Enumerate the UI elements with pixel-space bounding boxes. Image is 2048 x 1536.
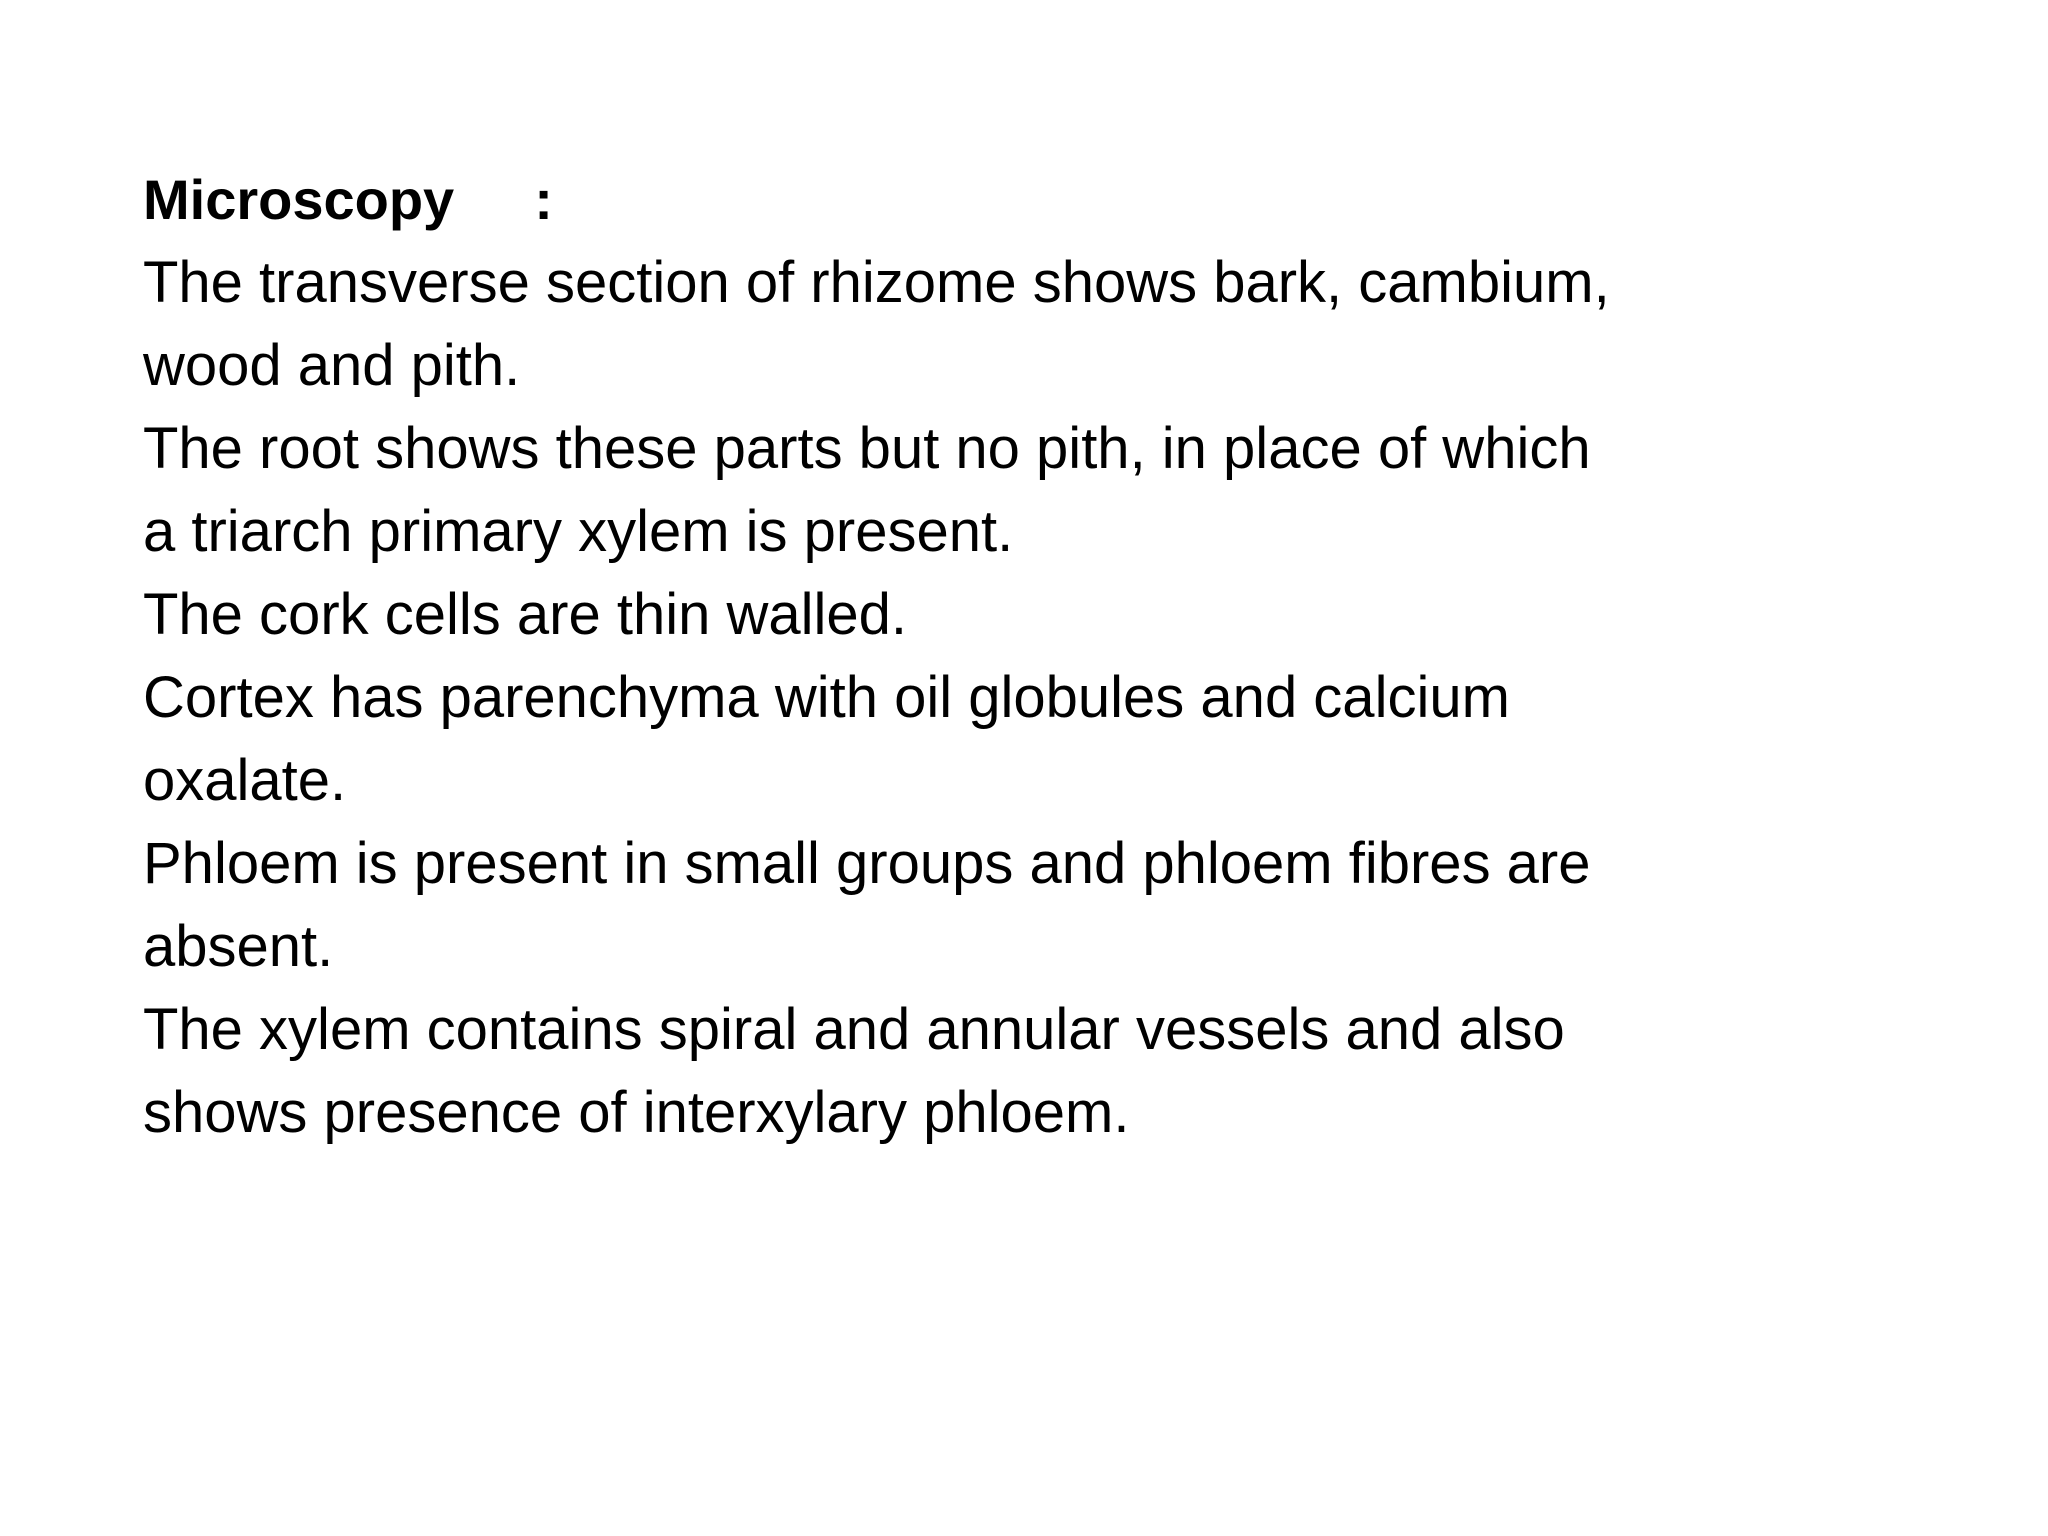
text-line: oxalate. bbox=[143, 748, 347, 813]
text-line: The xylem contains spiral and annular vessels and also bbox=[143, 997, 1565, 1062]
text-line: Cortex has parenchyma with oil globules and calcium bbox=[143, 665, 1510, 730]
text-line: The transverse section of rhizome shows bark, cambium, bbox=[143, 250, 1610, 315]
text-line: absent. bbox=[143, 914, 334, 979]
text-line: shows presence of interxylary phloem. bbox=[143, 1080, 1130, 1145]
slide-body bbox=[143, 158, 1763, 1154]
section-heading bbox=[143, 158, 1763, 241]
heading-title: Microscopy bbox=[143, 168, 455, 231]
text-line: Phloem is present in small groups and phloem fibres are bbox=[143, 831, 1591, 896]
heading-separator: : bbox=[534, 168, 553, 231]
text-line: a triarch primary xylem is present. bbox=[143, 499, 1014, 564]
text-line: The cork cells are thin walled. bbox=[143, 582, 907, 647]
text-line: The root shows these parts but no pith, in place of which bbox=[143, 416, 1591, 481]
text-line: wood and pith. bbox=[143, 333, 521, 398]
